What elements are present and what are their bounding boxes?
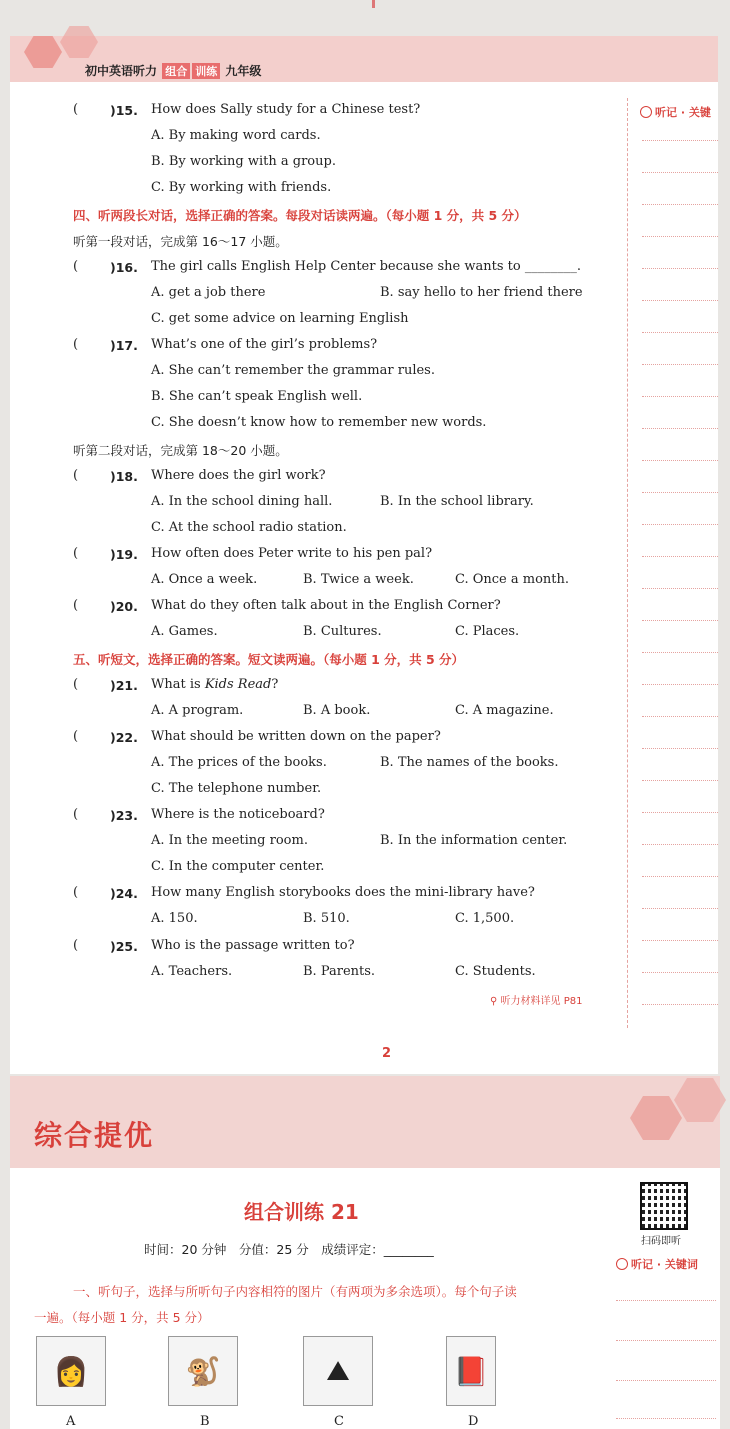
- question-stem: The girl calls English Help Center because she wants to ________.: [151, 259, 581, 274]
- option: A. 150.: [151, 911, 198, 926]
- note-line: [642, 812, 718, 813]
- option: B. In the school library.: [380, 494, 534, 509]
- note-line: [642, 268, 718, 269]
- answer-blank: (: [73, 938, 79, 953]
- option: C. By working with friends.: [151, 180, 332, 195]
- question-number: )19.: [110, 547, 138, 562]
- question-stem: How does Sally study for a Chinese test?: [151, 102, 421, 117]
- option: B. Parents.: [303, 964, 376, 979]
- sidebar-notes-title: 听记 · 关键: [640, 104, 711, 120]
- answer-blank: (: [73, 102, 79, 117]
- exam-meta: 时间：20 分钟 分值：25 分 成绩评定：________: [144, 1242, 434, 1257]
- picture-a-astronaut: 👩: [36, 1336, 106, 1406]
- question-stem: What should be written down on the paper?: [151, 729, 441, 744]
- option: A. She can’t remember the grammar rules.: [151, 363, 435, 378]
- question-stem: Where does the girl work?: [151, 468, 326, 483]
- option: A. By making word cards.: [151, 128, 321, 143]
- note-line: [642, 684, 718, 685]
- section-heading: 五、听短文，选择正确的答案。短文读两遍。（每小题 1 分，共 5 分）: [73, 652, 465, 667]
- section-instruction: 听第一段对话，完成第 16～17 小题。: [73, 234, 288, 249]
- option: C. A magazine.: [455, 703, 554, 718]
- option: C. She doesn’t know how to remember new words.: [151, 415, 487, 430]
- section-heading: 一、听句子，选择与所听句子内容相符的图片（有两项为多余选项）。每个句子读: [73, 1284, 517, 1299]
- qr-caption: 扫码即听: [641, 1236, 681, 1247]
- note-line: [642, 300, 718, 301]
- answer-blank: (: [73, 598, 79, 613]
- sidebar-divider: [627, 98, 628, 1028]
- transcript-reference: ⚲ 听力材料详见 P81: [490, 996, 583, 1007]
- section-heading: 一遍。（每小题 1 分，共 5 分）: [34, 1310, 210, 1325]
- note-line: [642, 620, 718, 621]
- question-number: )25.: [110, 939, 138, 954]
- answer-blank: (: [73, 885, 79, 900]
- option: B. say hello to her friend there: [380, 285, 583, 300]
- hexagon-decoration: [630, 1096, 682, 1140]
- header-tag: 组合: [162, 63, 190, 79]
- book-title: 初中英语听力: [85, 64, 158, 78]
- option: C. Students.: [455, 964, 536, 979]
- title-italic: Kids Read: [204, 677, 272, 692]
- hexagon-decoration: [674, 1078, 726, 1122]
- answer-blank: (: [73, 677, 79, 692]
- note-line: [642, 748, 718, 749]
- answer-blank: (: [73, 807, 79, 822]
- option: B. She can’t speak English well.: [151, 389, 363, 404]
- answer-blank: (: [73, 337, 79, 352]
- option: A. Teachers.: [151, 964, 233, 979]
- option: A. In the school dining hall.: [151, 494, 333, 509]
- note-line: [642, 876, 718, 877]
- option: C. get some advice on learning English: [151, 311, 409, 326]
- chapter-banner-title: 综合提优: [34, 1119, 155, 1152]
- answer-blank: (: [73, 259, 79, 274]
- option: A. A program.: [151, 703, 244, 718]
- note-line: [642, 428, 718, 429]
- question-stem: What do they often talk about in the English Corner?: [151, 598, 501, 613]
- note-line: [642, 492, 718, 493]
- note-line: [642, 556, 718, 557]
- option: A. In the meeting room.: [151, 833, 308, 848]
- question-stem: What’s one of the girl’s problems?: [151, 337, 378, 352]
- option: B. 510.: [303, 911, 350, 926]
- note-line: [642, 780, 718, 781]
- hexagon-decoration: [60, 26, 98, 58]
- question-stem: What is Kids Read?: [151, 677, 279, 692]
- option: A. Games.: [151, 624, 218, 639]
- picture-label: D: [468, 1414, 479, 1429]
- note-line: [616, 1418, 716, 1419]
- page-edge-mark: [372, 0, 375, 8]
- option: B. A book.: [303, 703, 371, 718]
- picture-label: C: [334, 1414, 344, 1429]
- note-line: [642, 332, 718, 333]
- question-number: )18.: [110, 469, 138, 484]
- note-line: [642, 908, 718, 909]
- note-line: [642, 1004, 718, 1005]
- note-line: [642, 396, 718, 397]
- answer-blank: (: [73, 729, 79, 744]
- note-line: [642, 940, 718, 941]
- grade-label: 九年级: [225, 64, 262, 78]
- picture-c-climber: ⛰: [303, 1336, 373, 1406]
- option: B. Cultures.: [303, 624, 382, 639]
- note-line: [642, 204, 718, 205]
- picture-b-monkey-king: 🐒: [168, 1336, 238, 1406]
- question-stem: Who is the passage written to?: [151, 938, 355, 953]
- option: C. The telephone number.: [151, 781, 322, 796]
- option: A. The prices of the books.: [151, 755, 327, 770]
- question-stem: How often does Peter write to his pen pal?: [151, 546, 433, 561]
- search-icon: ⚲: [490, 996, 498, 1007]
- page-number: 2: [382, 1046, 392, 1061]
- option: B. The names of the books.: [380, 755, 559, 770]
- qr-code-icon[interactable]: [640, 1182, 688, 1230]
- question-number: )17.: [110, 338, 138, 353]
- note-line: [642, 172, 718, 173]
- question-number: )20.: [110, 599, 138, 614]
- question-number: )24.: [110, 886, 138, 901]
- note-line: [616, 1380, 716, 1381]
- picture-d-book: 📕: [446, 1336, 496, 1406]
- option: C. 1,500.: [455, 911, 515, 926]
- pen-icon: [640, 106, 652, 118]
- option: B. In the information center.: [380, 833, 568, 848]
- answer-blank: (: [73, 468, 79, 483]
- question-stem: Where is the noticeboard?: [151, 807, 325, 822]
- question-number: )22.: [110, 730, 138, 745]
- note-line: [642, 716, 718, 717]
- option: C. Once a month.: [455, 572, 570, 587]
- note-line: [642, 140, 718, 141]
- note-line: [642, 844, 718, 845]
- unit-title: 组合训练 21: [244, 1200, 359, 1224]
- note-line: [642, 652, 718, 653]
- note-line: [642, 364, 718, 365]
- question-number: )16.: [110, 260, 138, 275]
- note-line: [642, 588, 718, 589]
- option: B. By working with a group.: [151, 154, 336, 169]
- picture-label: B: [200, 1414, 210, 1429]
- note-line: [616, 1300, 716, 1301]
- option: C. Places.: [455, 624, 520, 639]
- question-number: )21.: [110, 678, 138, 693]
- section-instruction: 听第二段对话，完成第 18～20 小题。: [73, 443, 288, 458]
- note-line: [642, 972, 718, 973]
- question-number: )15.: [110, 103, 138, 118]
- question-number: )23.: [110, 808, 138, 823]
- sidebar-notes-title: 听记 · 关键词: [616, 1256, 698, 1272]
- option: C. At the school radio station.: [151, 520, 347, 535]
- picture-label: A: [66, 1414, 76, 1429]
- running-header: [85, 62, 261, 79]
- header-tag: 训练: [192, 63, 220, 79]
- option: A. Once a week.: [151, 572, 258, 587]
- note-line: [642, 460, 718, 461]
- question-stem: How many English storybooks does the mini-library have?: [151, 885, 535, 900]
- option: A. get a job there: [151, 285, 266, 300]
- note-line: [642, 524, 718, 525]
- note-line: [616, 1340, 716, 1341]
- pen-icon: [616, 1258, 628, 1270]
- section-heading: 四、听两段长对话，选择正确的答案。每段对话读两遍。（每小题 1 分，共 5 分）: [73, 208, 527, 223]
- note-line: [642, 236, 718, 237]
- option: C. In the computer center.: [151, 859, 325, 874]
- hexagon-decoration: [24, 36, 62, 68]
- answer-blank: (: [73, 546, 79, 561]
- option: B. Twice a week.: [303, 572, 414, 587]
